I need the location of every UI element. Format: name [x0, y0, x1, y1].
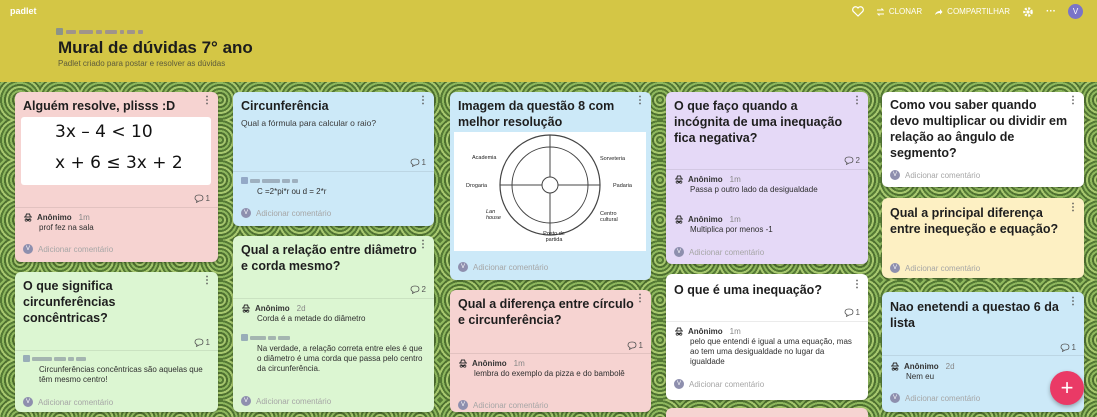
comment-text: lembra do exemplo da pizza e do bambolê: [474, 369, 625, 378]
comment-time: 1m: [513, 359, 525, 368]
post-title: Circunferência: [241, 99, 329, 113]
post-menu-icon[interactable]: ⋮: [202, 275, 212, 286]
top-toolbar: [852, 4, 1083, 19]
post-attachment-image[interactable]: [21, 117, 211, 185]
comment-count-value: 2: [421, 285, 426, 294]
comment-count[interactable]: [410, 285, 426, 294]
comment-author-avatar: [241, 334, 426, 341]
comment: [241, 304, 426, 324]
user-avatar: V: [23, 397, 33, 407]
comment: [458, 359, 643, 379]
comment-bubble-icon: [1060, 343, 1070, 352]
comment-time: 1m: [729, 327, 741, 336]
comment-text: Nem eu: [906, 372, 935, 381]
add-comment-label: Adicionar comentário: [38, 397, 114, 407]
comment-author: Anônimo: [688, 175, 723, 184]
divider: [233, 171, 434, 172]
comment-text: C =2*pi*r ou d = 2*r: [257, 187, 327, 196]
add-comment-label: Adicionar comentário: [905, 263, 981, 273]
comment-author: Anônimo: [255, 304, 290, 313]
post-menu-icon[interactable]: ⋮: [1068, 95, 1078, 106]
post-title: Qual a relação entre diâmetro e corda mesmo?: [241, 243, 417, 273]
comment-count-value: 1: [638, 341, 643, 350]
comment-bubble-icon: [194, 338, 204, 347]
divider: [15, 350, 218, 351]
comment: [674, 175, 860, 195]
comment-count[interactable]: [844, 156, 860, 165]
anonymous-icon: [674, 215, 684, 225]
anonymous-icon: [890, 362, 900, 372]
anonymous-icon: [23, 213, 33, 223]
comment-time: 2d: [296, 304, 306, 313]
add-post-button[interactable]: +: [1050, 371, 1084, 405]
comment-count-value: 1: [205, 338, 210, 347]
post-card[interactable]: [666, 274, 868, 400]
comment-bubble-icon: [410, 285, 420, 294]
add-comment-button[interactable]: [241, 396, 426, 406]
post-title: O que faço quando a incógnita de uma inequação fica negativa?: [674, 99, 843, 145]
add-comment-button[interactable]: [890, 393, 1076, 403]
anonymous-icon: [458, 359, 468, 369]
divider: [450, 353, 651, 354]
comment-author: Anônimo: [37, 213, 72, 222]
post-title: Alguém resolve, plisss :D: [23, 99, 176, 113]
post-menu-icon[interactable]: ⋮: [418, 239, 428, 250]
post-card[interactable]: [450, 290, 651, 412]
comment-time: 1m: [78, 213, 90, 222]
clone-label: CLONAR: [888, 7, 923, 16]
clone-button[interactable]: [876, 7, 922, 16]
post-body: Qual a fórmula para calcular o raio?: [241, 118, 377, 128]
divider: [15, 207, 218, 208]
comment: [23, 355, 210, 385]
comment: [890, 362, 1076, 382]
add-comment-label: Adicionar comentário: [256, 396, 332, 406]
comment-count[interactable]: [410, 158, 426, 167]
post-menu-icon[interactable]: ⋮: [635, 95, 645, 106]
anonymous-icon: [241, 304, 251, 314]
post-card[interactable]: [450, 92, 651, 280]
add-comment-button[interactable]: [890, 263, 1076, 273]
map-label: Lan house: [486, 209, 501, 221]
user-avatar: V: [458, 400, 468, 410]
comment-bubble-icon: [627, 341, 637, 350]
post-menu-icon[interactable]: ⋮: [852, 279, 862, 290]
post-title: O que é uma inequação?: [674, 283, 822, 297]
add-comment-button[interactable]: [458, 262, 643, 272]
post-title: O que significa circunferências concêntricas?: [23, 279, 116, 325]
share-label: COMPARTILHAR: [947, 7, 1010, 16]
comment-author-avatar: [23, 355, 210, 362]
padlet-logo[interactable]: padlet: [10, 6, 37, 16]
comment: [241, 334, 426, 374]
user-avatar: V: [890, 393, 900, 403]
add-comment-label: Adicionar comentário: [905, 170, 981, 180]
comment-time: 2d: [945, 362, 955, 371]
comment-count[interactable]: [844, 308, 860, 317]
comment-bubble-icon: [844, 156, 854, 165]
comment-time: 1m: [729, 215, 741, 224]
comment-bubble-icon: [844, 308, 854, 317]
user-avatar: V: [674, 379, 684, 389]
comment-count[interactable]: [1060, 343, 1076, 352]
comment-text: pelo que entendi é igual a uma equação, mas ao tem uma desigualdade no lugar da igualdade: [690, 337, 852, 366]
add-comment-button[interactable]: [458, 400, 643, 410]
post-attachment-image[interactable]: [454, 132, 646, 251]
post-card[interactable]: [15, 92, 218, 262]
map-label: Posto de partida: [543, 231, 565, 243]
comment-author: Anônimo: [472, 359, 507, 368]
add-comment-label: Adicionar comentário: [38, 244, 114, 254]
comment-text: Multiplica por menos -1: [690, 225, 773, 234]
post-title: Qual a principal diferença entre inequeção e equação?: [890, 206, 1059, 236]
comment-count-value: 1: [1071, 343, 1076, 352]
post-card[interactable]: [666, 92, 868, 264]
comment-count-value: 1: [421, 158, 426, 167]
add-comment-button[interactable]: [241, 208, 426, 218]
comment-time: 1m: [729, 175, 741, 184]
post-card[interactable]: [233, 236, 434, 412]
comment-count[interactable]: [194, 194, 210, 203]
post-menu-icon[interactable]: ⋮: [202, 95, 212, 106]
post-card[interactable]: [233, 92, 434, 226]
divider: [233, 298, 434, 299]
comment-text: Passa p outro lado da desigualdade: [690, 185, 818, 194]
comment: [674, 327, 860, 367]
comment-count-value: 1: [855, 308, 860, 317]
math-line: 3x – 4 < 10: [55, 122, 153, 142]
map-label: Sorveteria: [600, 156, 626, 162]
post-menu-icon[interactable]: ⋮: [1068, 296, 1078, 307]
post-menu-icon[interactable]: ⋮: [635, 293, 645, 304]
share-arrow-icon: [934, 8, 943, 16]
board-title: Mural de dúvidas 7° ano: [58, 38, 253, 57]
add-comment-label: Adicionar comentário: [689, 379, 765, 389]
user-avatar: V: [890, 263, 900, 273]
anonymous-icon: [674, 175, 684, 185]
more-options-icon[interactable]: ···: [1046, 6, 1056, 17]
board-author-icon: [56, 28, 143, 35]
post-card[interactable]: [882, 198, 1084, 278]
divider: [882, 355, 1084, 356]
clone-icon: [876, 8, 885, 16]
add-comment-button[interactable]: [674, 247, 860, 257]
map-label: Centro cultural: [600, 211, 618, 223]
post-menu-icon[interactable]: ⋮: [1068, 202, 1078, 213]
comment-author: Anônimo: [904, 362, 939, 371]
comment-count[interactable]: [194, 338, 210, 347]
comment-author: Anônimo: [688, 327, 723, 336]
user-avatar: V: [890, 170, 900, 180]
comment-count-value: 2: [855, 156, 860, 165]
user-avatar: V: [241, 208, 251, 218]
map-label: Padaria: [613, 183, 632, 189]
board-subtitle: Padlet criado para postar e resolver as dúvidas: [58, 59, 226, 68]
comment-bubble-icon: [194, 194, 204, 203]
user-avatar: V: [241, 396, 251, 406]
post-menu-icon[interactable]: ⋮: [418, 95, 428, 106]
user-avatar: V: [674, 247, 684, 257]
add-comment-label: Adicionar comentário: [689, 247, 765, 257]
map-label: Drogaria: [466, 183, 488, 189]
comment: [674, 215, 860, 235]
comment-count[interactable]: [627, 341, 643, 350]
comment-text: Na verdade, a relação correta entre eles é que o diâmetro é uma corda que passa pelo centro da circunferência.: [257, 344, 423, 373]
post-card[interactable]: [882, 92, 1084, 187]
post-card[interactable]: [15, 272, 218, 412]
add-comment-button[interactable]: [23, 244, 210, 254]
gear-icon[interactable]: [1022, 6, 1034, 18]
post-title: Como vou saber quando devo multiplicar ou dividir em relação ao ângulo de segmento?: [890, 98, 1068, 160]
board-header: [0, 0, 1097, 82]
comment-count-value: 1: [205, 194, 210, 203]
comment-author-avatar: [241, 177, 426, 184]
add-comment-label: Adicionar comentário: [473, 400, 549, 410]
divider: [666, 169, 868, 170]
map-label: Academia: [472, 155, 497, 161]
add-comment-button[interactable]: [23, 397, 210, 407]
comment-text: prof fez na sala: [39, 223, 94, 232]
user-avatar: V: [458, 262, 468, 272]
add-comment-label: Adicionar comentário: [905, 393, 981, 403]
comment-text: Corda é a metade do diâmetro: [257, 314, 366, 323]
user-avatar: V: [23, 244, 33, 254]
comment: [241, 177, 426, 197]
post-title: Nao enetendi a questao 6 da lista: [890, 300, 1059, 330]
comment-author: Anônimo: [688, 215, 723, 224]
post-title: Imagem da questão 8 com melhor resolução: [458, 99, 615, 129]
add-comment-label: Adicionar comentário: [473, 262, 549, 272]
anonymous-icon: [674, 327, 684, 337]
comment-text: Circunferências concêntricas são aquelas que têm mesmo centro!: [39, 365, 203, 384]
share-button[interactable]: [934, 7, 1010, 16]
post-menu-icon[interactable]: ⋮: [852, 95, 862, 106]
add-comment-label: Adicionar comentário: [256, 208, 332, 218]
math-line: x + 6 ≤ 3x + 2: [55, 153, 183, 173]
comment: [23, 213, 210, 233]
comment-bubble-icon: [410, 158, 420, 167]
divider: [666, 321, 868, 322]
post-title: Qual a diferença entre círculo e circunferência?: [458, 297, 634, 327]
add-comment-button[interactable]: [674, 379, 860, 389]
user-avatar[interactable]: V: [1068, 4, 1083, 19]
add-comment-button[interactable]: [890, 170, 1076, 180]
post-card[interactable]: [666, 408, 868, 417]
heart-icon[interactable]: [852, 6, 864, 17]
